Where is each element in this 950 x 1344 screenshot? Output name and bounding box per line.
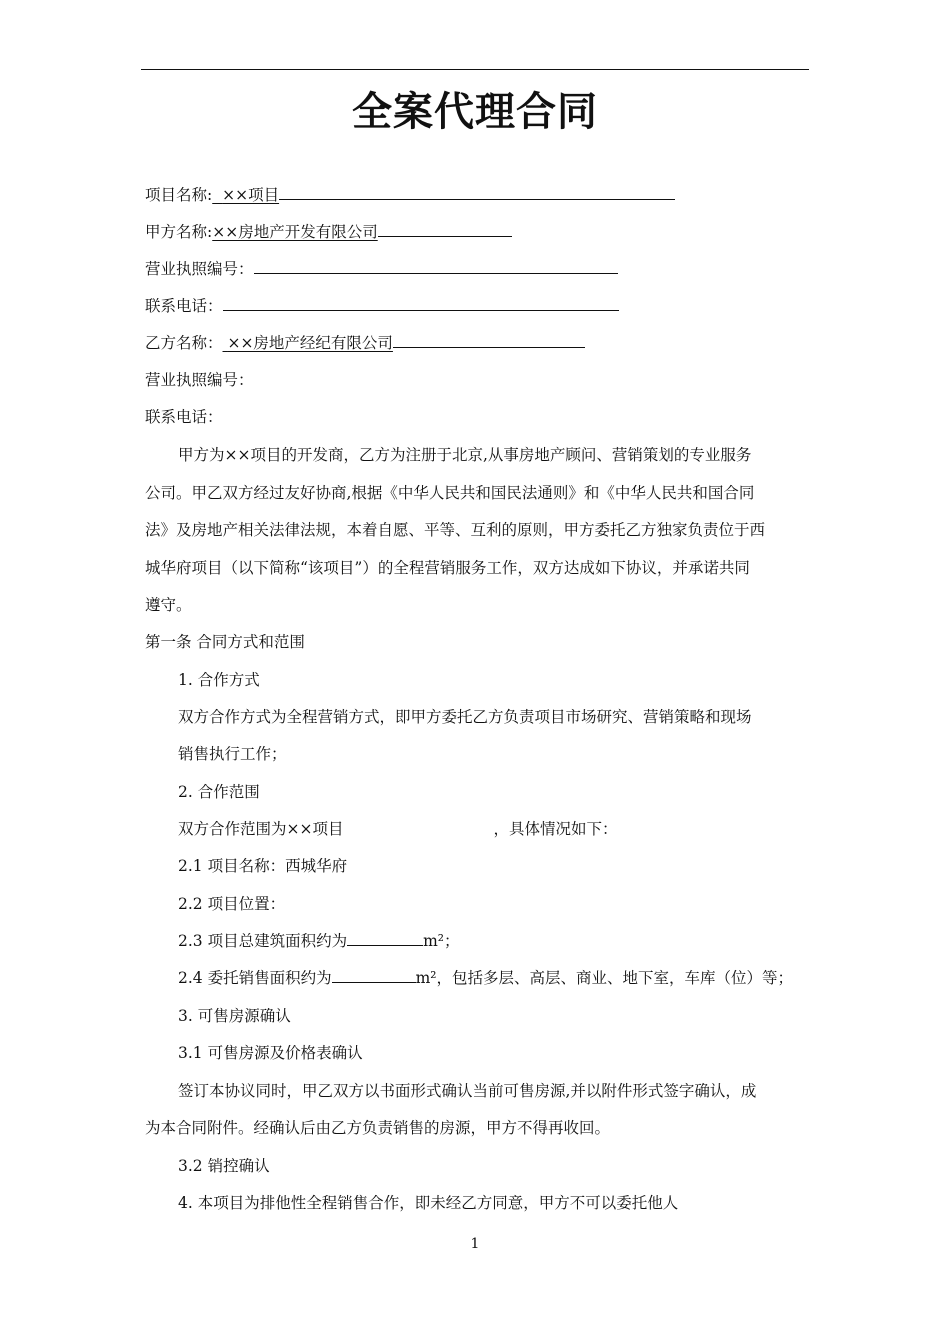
sub-2-4-unit: m²，包括多层、高层、商业、地下室，车库（位）等；: [415, 969, 793, 987]
preamble-line: 公司。甲乙双方经过友好协商,根据《中华人民共和国民法通则》和《中华人民共和国合同: [145, 484, 755, 502]
party-a-name-row: [145, 221, 512, 243]
sub-2-4: [178, 967, 793, 989]
party-a-phone-label: 联系电话：: [145, 297, 223, 315]
party-a-phone-row: [145, 295, 619, 317]
item1-heading: 1. 合作方式: [178, 671, 260, 689]
item2-heading: 2. 合作范围: [178, 783, 260, 801]
item4-text: 4. 本项目为排他性全程销售合作，即未经乙方同意，甲方不可以委托他人: [178, 1194, 679, 1212]
sub-2-3-label: 2.3 项目总建筑面积约为: [178, 932, 348, 950]
project-name-blank: [279, 184, 675, 200]
sub-3-1-text-line: 为本合同附件。经确认后由乙方负责销售的房源，甲方不得再收回。: [145, 1119, 611, 1137]
document-title: 全案代理合同: [352, 89, 598, 135]
item2-text-b: ，具体情况如下：: [493, 820, 618, 838]
project-name-value: ××项目: [222, 186, 280, 204]
item2-text: [178, 818, 618, 840]
project-name-row: [145, 184, 675, 206]
sub-2-2: 2.2 项目位置：: [178, 895, 286, 913]
project-name-label: 项目名称:: [145, 186, 213, 204]
party-a-name-value: ××房地产开发有限公司: [212, 223, 378, 241]
page-number: 1: [470, 1236, 480, 1252]
sub-3-1: 3.1 可售房源及价格表确认: [178, 1044, 363, 1062]
sub-2-4-label: 2.4 委托销售面积约为: [178, 969, 332, 987]
party-a-license-row: [145, 258, 618, 280]
sale-area-blank: [332, 967, 416, 983]
party-b-name-blank: [393, 332, 585, 348]
preamble-line: 遵守。: [145, 596, 192, 614]
party-a-phone-blank: [223, 295, 619, 311]
sub-2-1: 2.1 项目名称：西城华府: [178, 857, 348, 875]
preamble-line: 法》及房地产相关法律法规，本着自愿、平等、互利的原则，甲方委托乙方独家负责位于西: [145, 521, 766, 539]
party-a-license-label: 营业执照编号：: [145, 260, 254, 278]
party-b-phone-label: 联系电话：: [145, 408, 223, 426]
party-b-name-value: ××房地产经纪有限公司: [227, 334, 393, 352]
item1-text-line: 销售执行工作；: [178, 745, 287, 763]
item3-heading: 3. 可售房源确认: [178, 1007, 291, 1025]
header-rule: [141, 69, 809, 70]
party-a-name-blank: [378, 221, 512, 237]
preamble-line: 城华府项目（以下简称“该项目”）的全程营销服务工作，双方达成如下协议，并承诺共同: [145, 559, 750, 577]
party-b-name-row: [145, 332, 585, 354]
sub-2-3: [178, 930, 460, 952]
party-a-name-label: 甲方名称:: [145, 223, 213, 241]
total-area-blank: [347, 930, 423, 946]
sub-3-2: 3.2 销控确认: [178, 1157, 270, 1175]
party-b-name-label: 乙方名称：: [145, 334, 223, 352]
preamble-line: 甲方为××项目的开发商，乙方为注册于北京,从事房地产顾问、营销策划的专业服务: [178, 446, 752, 464]
sub-2-3-unit: m²；: [423, 932, 460, 950]
party-a-license-blank: [254, 258, 618, 274]
item2-text-a: 双方合作范围为××项目: [178, 820, 344, 838]
sub-3-1-text-line: 签订本协议同时，甲乙双方以书面形式确认当前可售房源,并以附件形式签字确认，成: [178, 1082, 757, 1100]
party-b-license-label: 营业执照编号：: [145, 371, 254, 389]
article1-heading: 第一条 合同方式和范围: [145, 633, 305, 651]
item1-text-line: 双方合作方式为全程营销方式，即甲方委托乙方负责项目市场研究、营销策略和现场: [178, 708, 752, 726]
